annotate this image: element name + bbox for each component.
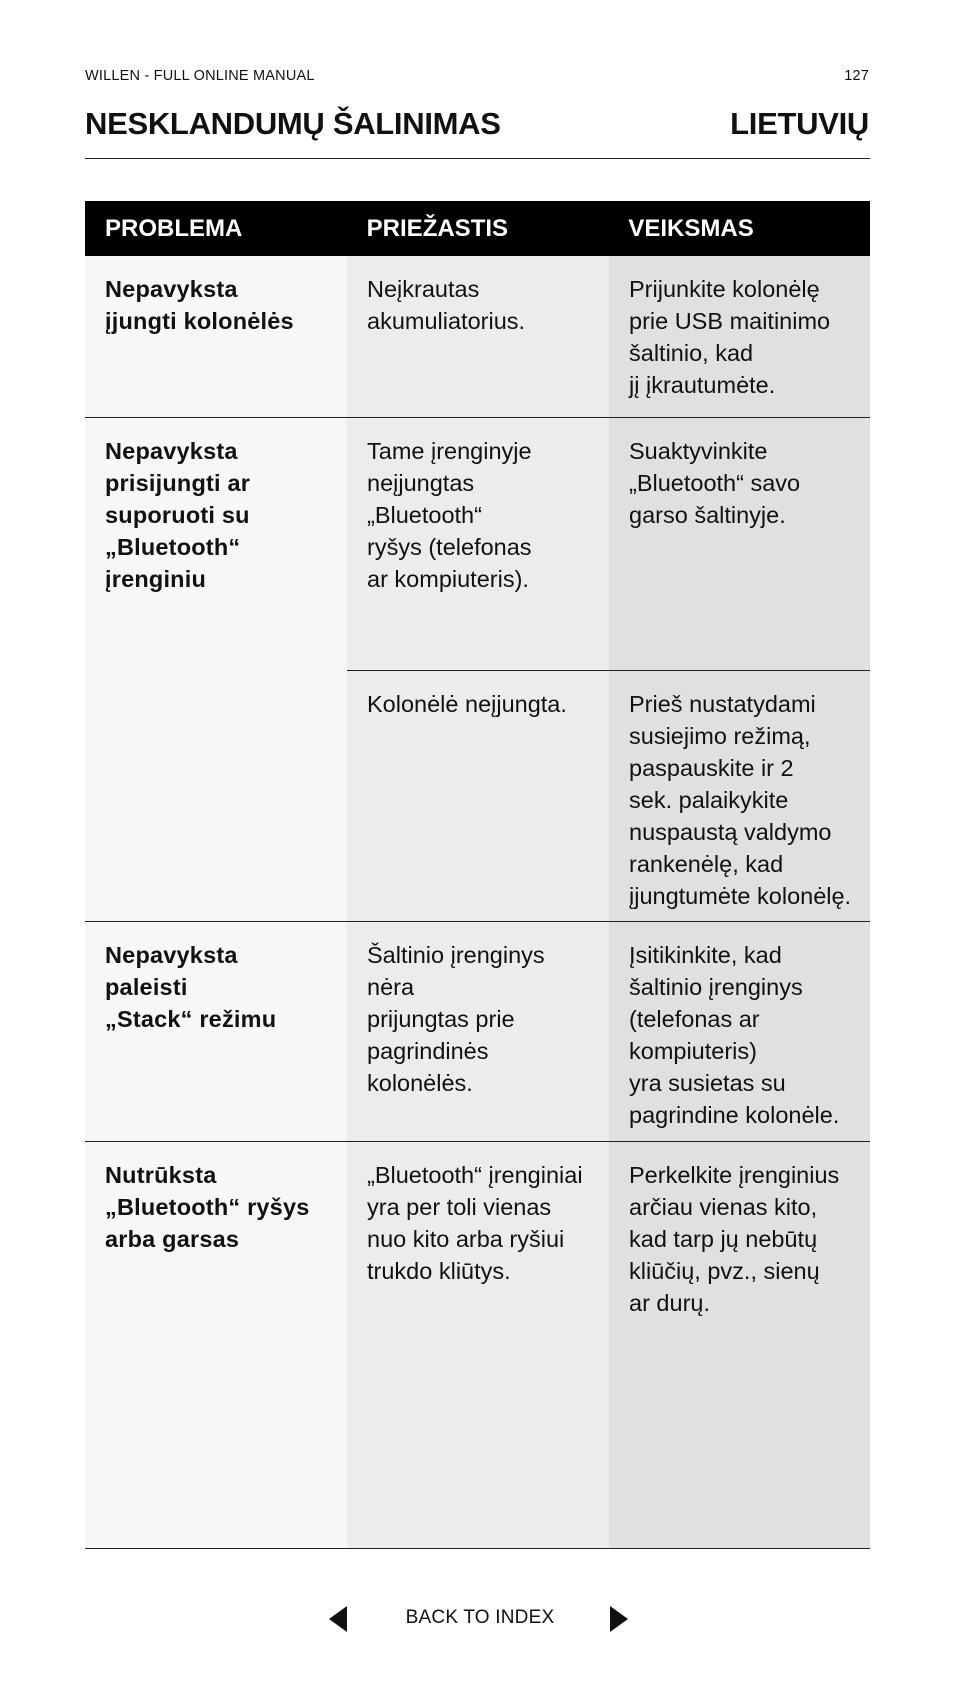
table-row: [85, 418, 870, 922]
triangle-right-icon[interactable]: [610, 1606, 628, 1632]
column-header-action: VEIKSMAS: [628, 214, 754, 242]
cause-cell: Tame įrenginyje neįjungtas „Bluetooth“ ryšys (telefonas ar kompiuteris).: [347, 418, 609, 670]
back-to-index-link[interactable]: BACK TO INDEX: [405, 1607, 555, 1628]
action-cell: Suaktyvinkite „Bluetooth“ savo garso šaltinyje.: [609, 418, 870, 670]
action-cell: Įsitikinkite, kad šaltinio įrenginys (telefonas ar kompiuteris) yra susietas su pagrindine kolonėle.: [609, 922, 870, 1141]
table-row: [85, 256, 870, 418]
action-cell: Prijunkite kolonėlę prie USB maitinimo šaltinio, kad jį įkrautumėte.: [609, 256, 870, 417]
table-subrow: [347, 418, 870, 670]
sub-rows: [347, 418, 870, 921]
section-title: NESKLANDUMŲ ŠALINIMAS: [85, 106, 501, 141]
cause-cell: Neįkrautas akumuliatorius.: [347, 256, 609, 417]
manual-title: WILLEN - FULL ONLINE MANUAL: [85, 68, 315, 84]
column-header-cause: PRIEŽASTIS: [366, 214, 509, 242]
table-subrow: [347, 670, 870, 921]
page-header: [85, 68, 869, 84]
action-cell: Prieš nustatydami susiejimo režimą, paspauskite ir 2 sek. palaikykite nuspaustą valdymo rankenėlę, kad įjungtumėte kolonėlę.: [609, 671, 870, 921]
problem-cell: Nepavyksta prisijungti ar suporuoti su „Bluetooth“ įrenginiu: [85, 418, 347, 921]
problem-cell: Nutrūksta „Bluetooth“ ryšys arba garsas: [85, 1142, 347, 1548]
language-label: LIETUVIŲ: [730, 106, 869, 141]
triangle-left-icon[interactable]: [329, 1606, 347, 1632]
page-number: 127: [844, 68, 869, 84]
problem-cell: Nepavyksta įjungti kolonėlės: [85, 256, 347, 417]
troubleshooting-table: [85, 201, 870, 1549]
cause-cell: Kolonėlė neįjungta.: [347, 671, 609, 921]
header-divider: [85, 158, 870, 159]
problem-cell: Nepavyksta paleisti „Stack“ režimu: [85, 922, 347, 1141]
action-cell: Perkelkite įrenginius arčiau vienas kito, kad tarp jų nebūtų kliūčių, pvz., sienų ar durų.: [609, 1142, 870, 1548]
page-navigation: [0, 1601, 954, 1637]
table-row: [85, 1142, 870, 1549]
cause-cell: „Bluetooth“ įrenginiai yra per toli vienas nuo kito arba ryšiui trukdo kliūtys.: [347, 1142, 609, 1548]
section-header: [85, 106, 869, 142]
cause-cell: Šaltinio įrenginys nėra prijungtas prie pagrindinės kolonėlės.: [347, 922, 609, 1141]
column-header-problem: PROBLEMA: [105, 214, 243, 242]
table-header: [85, 201, 870, 256]
table-row: [85, 922, 870, 1142]
